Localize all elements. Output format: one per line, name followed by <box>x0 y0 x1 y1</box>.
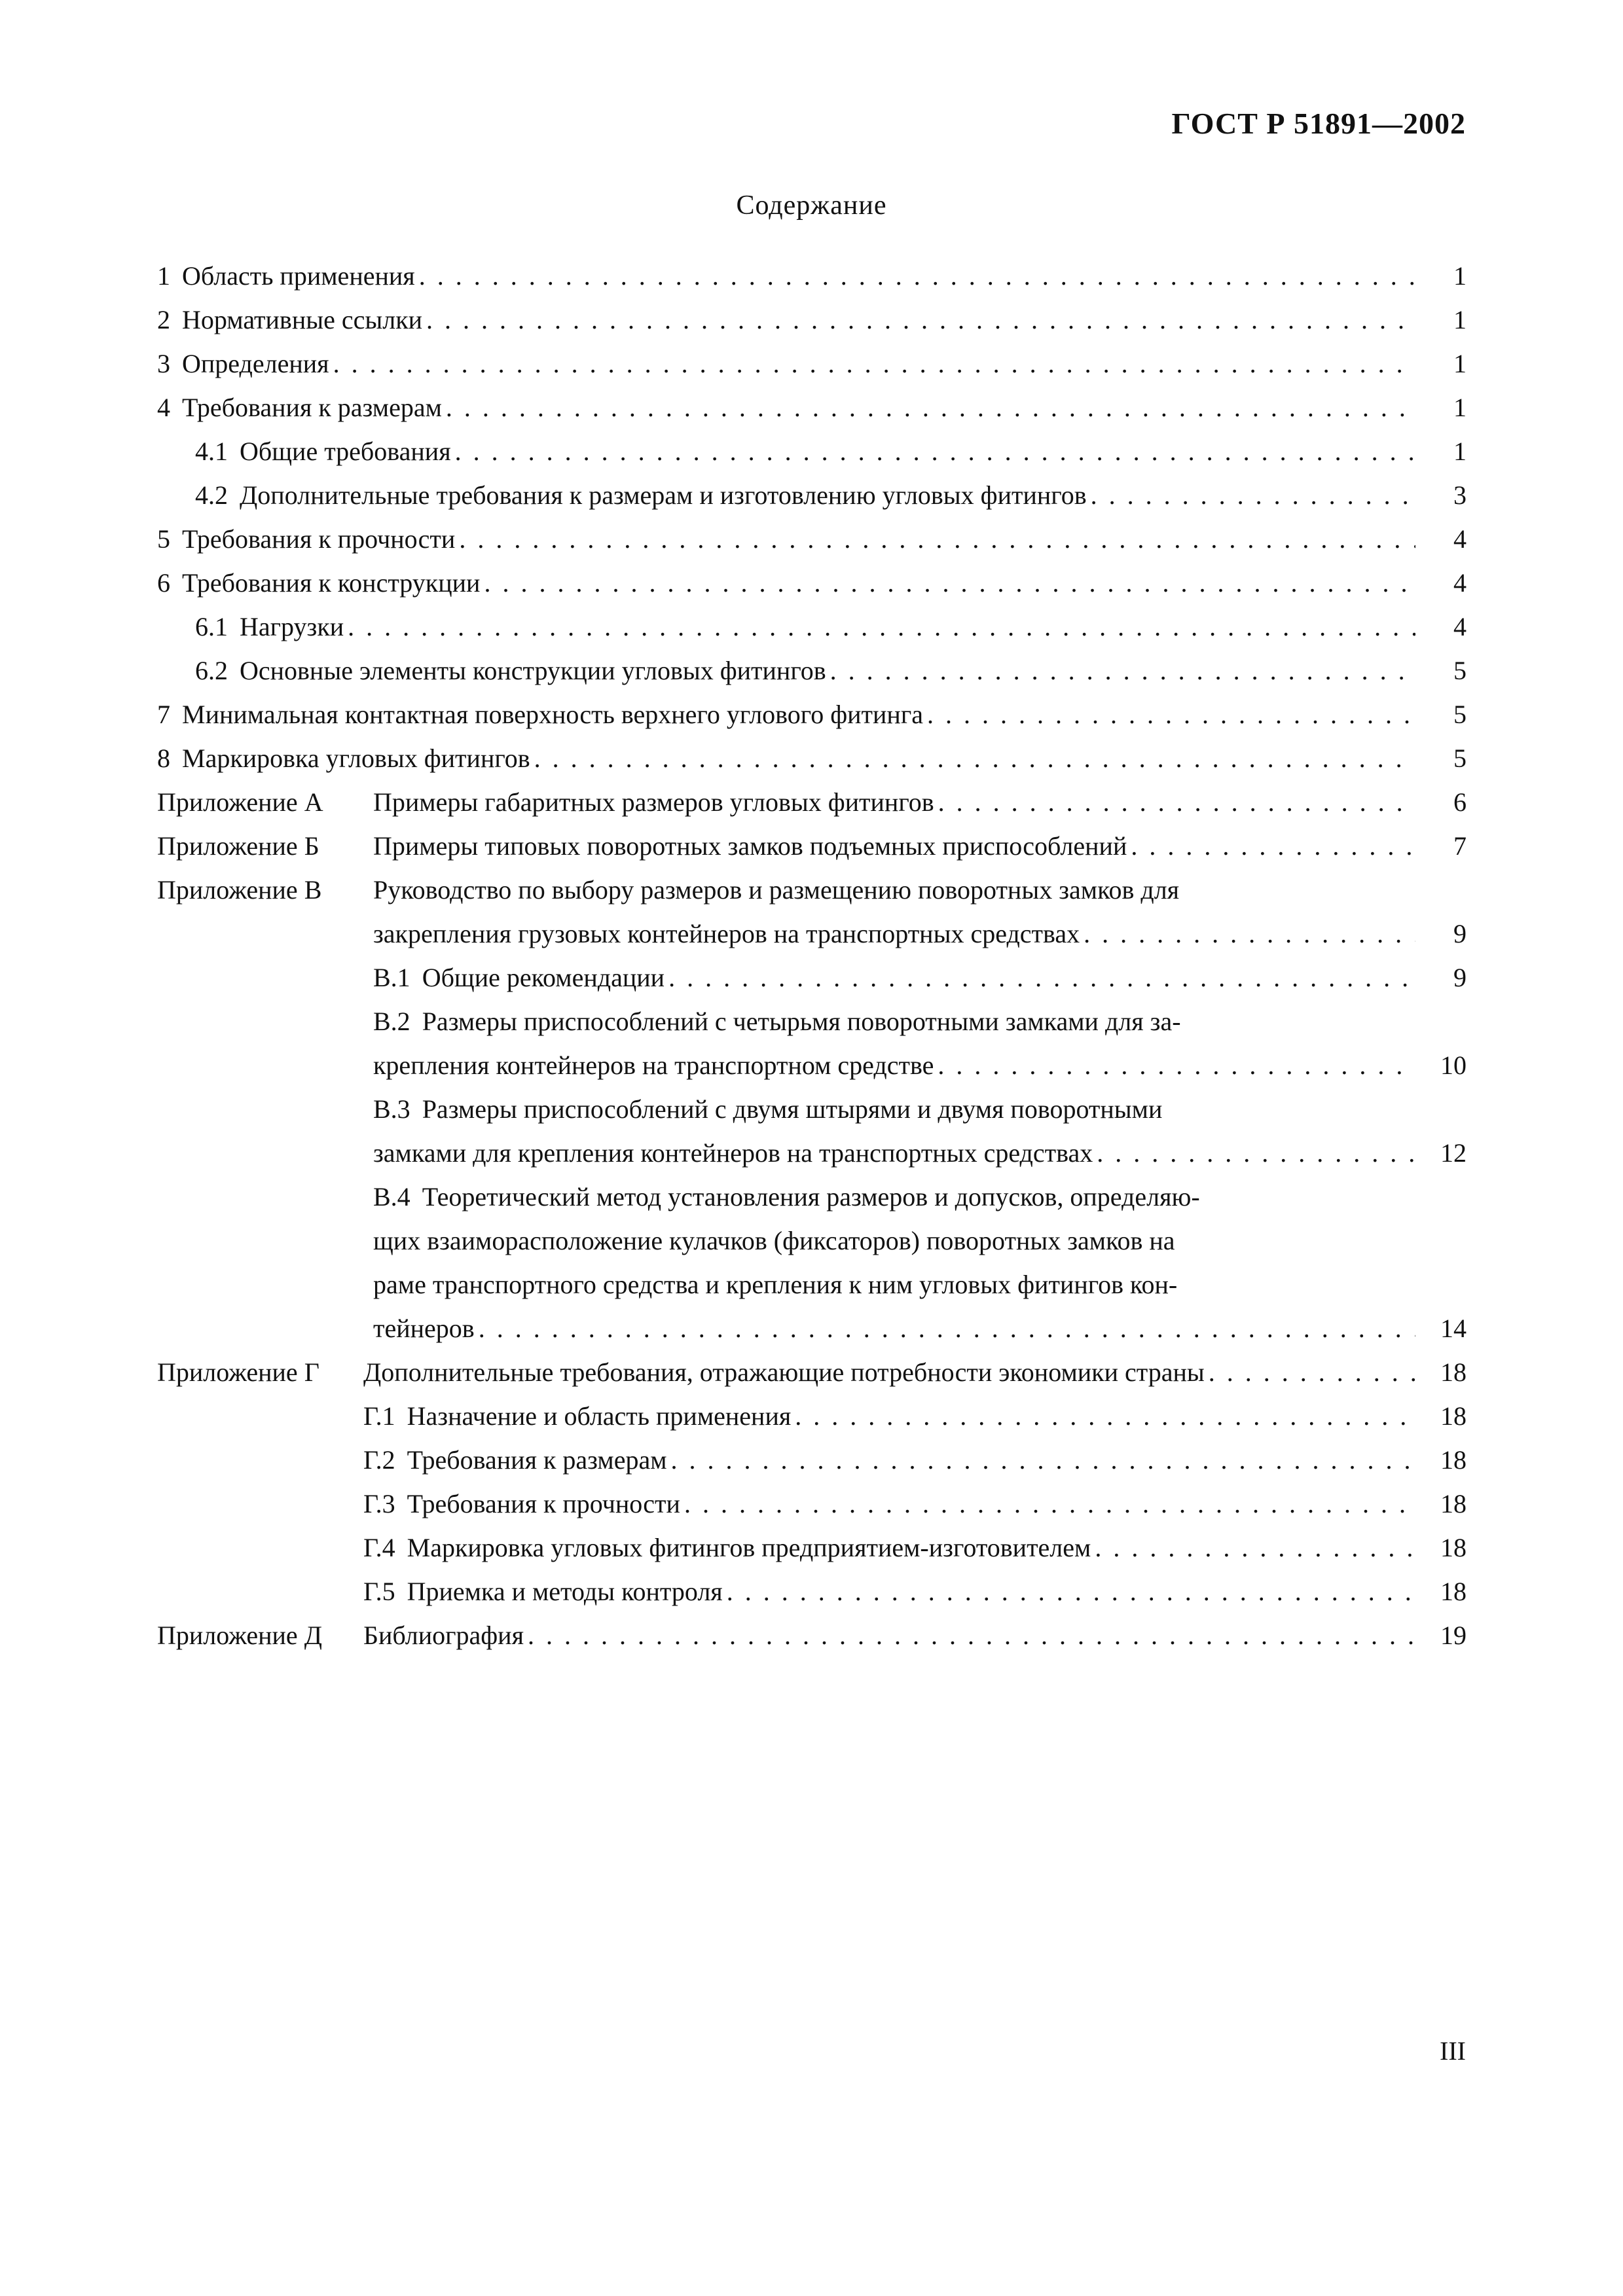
appendix-label: Приложение В <box>157 875 322 905</box>
toc-row[interactable]: В.4 Теоретический метод установления размеров и допусков, определяю- <box>373 1182 1200 1211</box>
toc-title: Содержание <box>736 190 887 221</box>
toc-row[interactable]: Г.2 Требования к размерам . . . 18 <box>157 1438 1467 1482</box>
toc-row[interactable]: В.3 Размеры приспособлений с двумя штырями и двумя поворотными <box>373 1094 1163 1124</box>
toc-row[interactable]: В.2 Размеры приспособлений с четырьмя поворотными замками для за- <box>373 1007 1181 1036</box>
toc-row-appendix[interactable]: Приложение В Руководство по выбору размеров и размещению поворотных замков для <box>157 868 1467 912</box>
toc-row-appendix[interactable]: Приложение Б Примеры типовых поворотных замков подъемных приспособлений . . . 7 <box>157 824 1467 868</box>
toc-row[interactable]: Г.4 Маркировка угловых фитингов предприятием-изготовителем . . . 18 <box>157 1526 1467 1570</box>
toc-row[interactable]: 7 Минимальная контактная поверхность верхнего углового фитинга . . . 5 <box>157 692 1467 736</box>
toc-row-continuation[interactable]: закрепления грузовых контейнеров на транспортных средствах . . . 9 <box>157 912 1467 956</box>
toc-row[interactable]: Г.5 Приемка и методы контроля . . . 18 <box>157 1570 1467 1613</box>
appendix-label: Приложение Б <box>157 831 319 861</box>
toc-row[interactable]: 6.2 Основные элементы конструкции угловых фитингов . . . 5 <box>157 649 1467 692</box>
toc-row[interactable]: 4.2 Дополнительные требования к размерам и изготовлению угловых фитингов . . . 3 <box>157 473 1467 517</box>
table-of-contents <box>157 254 1467 1657</box>
toc-row[interactable]: 5 Требования к прочности . . . 4 <box>157 517 1467 561</box>
toc-row-continuation[interactable]: замками для крепления контейнеров на транспортных средствах . . . 12 <box>157 1131 1467 1175</box>
toc-row[interactable]: 6.1 Нагрузки . . . 4 <box>157 605 1467 649</box>
toc-row[interactable]: 2 Нормативные ссылки . . . 1 <box>157 298 1467 342</box>
toc-row[interactable]: 6 Требования к конструкции . . . 4 <box>157 561 1467 605</box>
toc-row-continuation[interactable]: тейнеров . . . 14 <box>157 1306 1467 1350</box>
toc-row-appendix[interactable]: Приложение Д Библиография . . . 19 <box>157 1613 1467 1657</box>
toc-row-continuation[interactable]: крепления контейнеров на транспортном средстве . . . 10 <box>157 1043 1467 1087</box>
toc-row[interactable]: 4.1 Общие требования . . . 1 <box>157 429 1467 473</box>
toc-row[interactable]: 8 Маркировка угловых фитингов . . . 5 <box>157 736 1467 780</box>
appendix-label: Приложение А <box>157 787 323 817</box>
toc-row[interactable]: В.1 Общие рекомендации . . . 9 <box>157 956 1467 999</box>
toc-row[interactable]: 4 Требования к размерам . . . 1 <box>157 386 1467 429</box>
toc-row-appendix[interactable]: Приложение А Примеры габаритных размеров угловых фитингов . . . 6 <box>157 780 1467 824</box>
appendix-label: Приложение Г <box>157 1357 319 1387</box>
toc-row-continuation: щих взаиморасположение кулачков (фиксаторов) поворотных замков на <box>373 1226 1175 1255</box>
document-code: ГОСТ Р 51891—2002 <box>1171 107 1466 140</box>
toc-row-appendix[interactable]: Приложение Г Дополнительные требования, отражающие потребности экономики страны . . . 18 <box>157 1350 1467 1394</box>
toc-row[interactable]: 1 Область применения . . . 1 <box>157 254 1467 298</box>
page-number: III <box>1440 2036 1466 2066</box>
toc-row[interactable]: Г.1 Назначение и область применения . . . 18 <box>157 1394 1467 1438</box>
toc-row[interactable]: Г.3 Требования к прочности . . . 18 <box>157 1482 1467 1526</box>
toc-row-continuation: раме транспортного средства и крепления к ним угловых фитингов кон- <box>373 1270 1178 1299</box>
appendix-label: Приложение Д <box>157 1621 322 1650</box>
toc-row[interactable]: 3 Определения . . . 1 <box>157 342 1467 386</box>
